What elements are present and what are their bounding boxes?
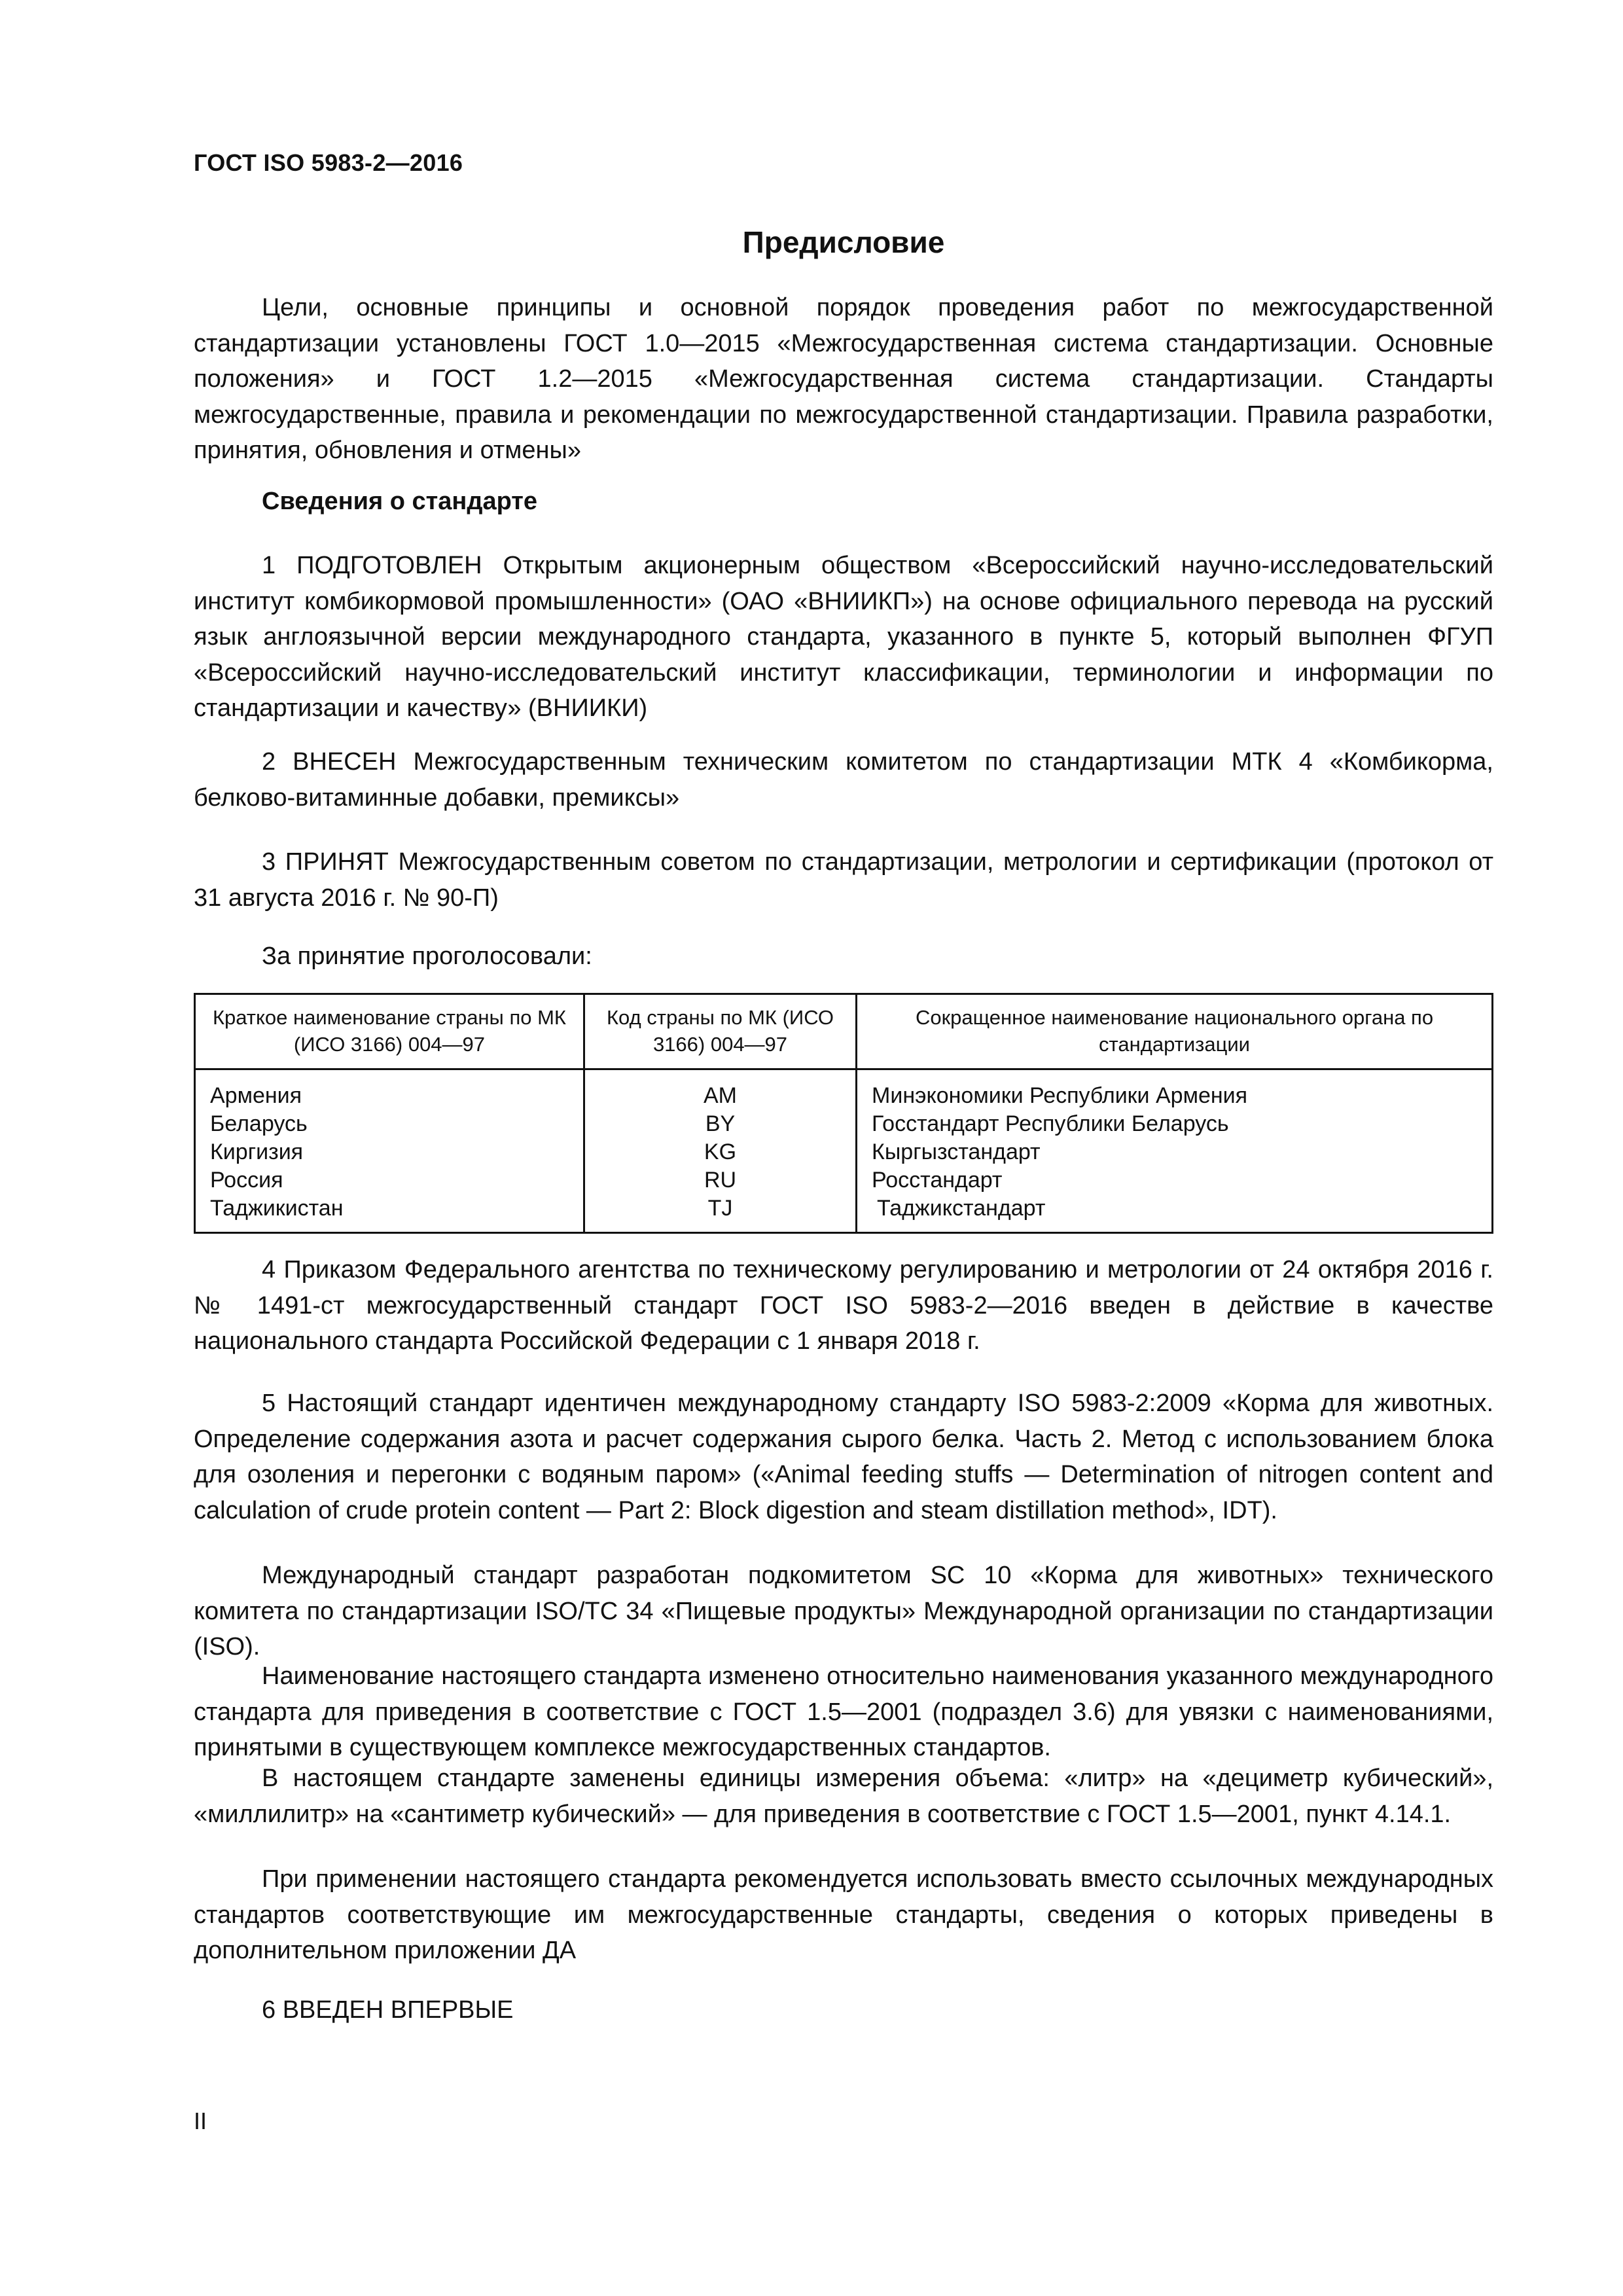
item-3-paragraph: 3 ПРИНЯТ Межгосударственным советом по стандартизации, метрологии и сертификации (протокол от 31 августа 2016 г. № 90-П) [194,848,1493,912]
country-code: TJ [707,1196,733,1221]
item-5-subparagraph: В настоящем стандарте заменены единицы измерения объема: «литр» на «дециметр кубический», «миллилитр» на «сантиметр кубический» — для приведения в соответствие с ГОСТ 1.5—2001, пункт 4.14.1. [194,1765,1493,1828]
intro-paragraph: Цели, основные принципы и основной порядок проведения работ по межгосударственной стандартизации установлены ГОСТ 1.0—2015 «Межгосударственная система стандартизации. Основные положения» и ГОСТ 1.2—2015 «Межгосударственная система стандартизации. Стандарты межгосударственные, правила и рекомендации по межгосударственной стандартизации. Правила разработки, принятия, обновления и отмены» [194,294,1493,464]
country-name: Киргизия [210,1139,304,1164]
column-header-country: Краткое наименование страны по МК (ИСО 3166) 004—97 [195,994,584,1069]
standards-body-cell [857,1069,1493,1233]
standards-body: Таджикстандарт [877,1196,1046,1221]
item-6-paragraph: 6 ВВЕДЕН ВПЕРВЫЕ [262,1996,514,2024]
standards-body: Кыргызстандарт [872,1139,1041,1164]
item-1-paragraph: 1 ПОДГОТОВЛЕН Открытым акционерным обществом «Всероссийский научно-исследовательский институт комбикормовой промышленности» (ОАО «ВНИИКП») на основе официального перевода на русский язык англоязычной версии международного стандарта, указанного в пункте 5, который выполнен ФГУП «Всероссийский научно-исследовательский институт классификации, терминологии и информации по стандартизации и качеству» (ВНИИКИ) [194,552,1493,722]
country-cell [195,1069,584,1233]
item-5-subparagraph: Международный стандарт разработан подкомитетом SC 10 «Корма для животных» технического комитета по стандартизации ISO/TC 34 «Пищевые продукты» Международной организации по стандартизации (ISO). [194,1562,1493,1660]
country-name: Таджикистан [210,1196,344,1221]
document-header: ГОСТ ISO 5983-2—2016 [194,149,463,176]
country-name: Беларусь [210,1111,308,1136]
column-header-code: Код страны по МК (ИСО 3166) 004—97 [584,994,856,1069]
table-body-row [195,1069,1493,1233]
country-code: RU [704,1168,737,1193]
item-5-subparagraph: При применении настоящего стандарта рекомендуется использовать вместо ссылочных международных стандартов соответствующие им межгосударственные стандарты, сведения о которых приведены в дополнительном приложении ДА [194,1865,1493,1964]
standards-body: Росстандарт [872,1168,1003,1193]
page-number: II [194,2108,207,2134]
standards-body: Госстандарт Республики Беларусь [872,1111,1229,1136]
item-2-paragraph: 2 ВНЕСЕН Межгосударственным техническим комитетом по стандартизации МТК 4 «Комбикорма, белково-витаминные добавки, премиксы» [194,748,1493,812]
item-4-paragraph: 4 Приказом Федерального агентства по техническому регулированию и метрологии от 24 октября 2016 г. № 1491-ст межгосударственный стандарт ГОСТ ISO 5983-2—2016 введен в действие в качестве национального стандарта Российской Федерации с 1 января 2018 г. [194,1256,1493,1355]
country-name: Армения [210,1083,302,1108]
column-header-body: Сокращенное наименование национального органа по стандартизации [857,994,1493,1069]
table-header-row [195,994,1493,1069]
section-heading: Сведения о стандарте [262,488,538,515]
country-name: Россия [210,1168,283,1193]
item-5-paragraph: 5 Настоящий стандарт идентичен международному стандарту ISO 5983-2:2009 «Корма для животных. Определение содержания азота и расчет содержания сырого белка. Часть 2. Метод с использованием блока для озоления и перегонки с водяным паром» («Animal feeding stuffs — Determination of nitrogen content and calculation of crude protein content — Part 2: Block digestion and steam distillation method», IDT). [194,1390,1493,1524]
voted-label: За принятие проголосовали: [262,942,592,970]
item-5-subparagraph: Наименование настоящего стандарта изменено относительно наименования указанного международного стандарта для приведения в соответствие с ГОСТ 1.5—2001 (подраздел 3.6) для увязки с наименованиями, принятыми в существующем комплексе межгосударственных стандартов. [194,1662,1493,1761]
standards-body: Минэкономики Республики Армения [872,1083,1248,1108]
page-title: Предисловие [742,225,945,259]
voting-table [194,993,1493,1234]
country-code: BY [705,1111,736,1136]
country-code: AM [703,1083,737,1108]
country-code: KG [704,1139,737,1164]
code-cell [584,1069,856,1233]
